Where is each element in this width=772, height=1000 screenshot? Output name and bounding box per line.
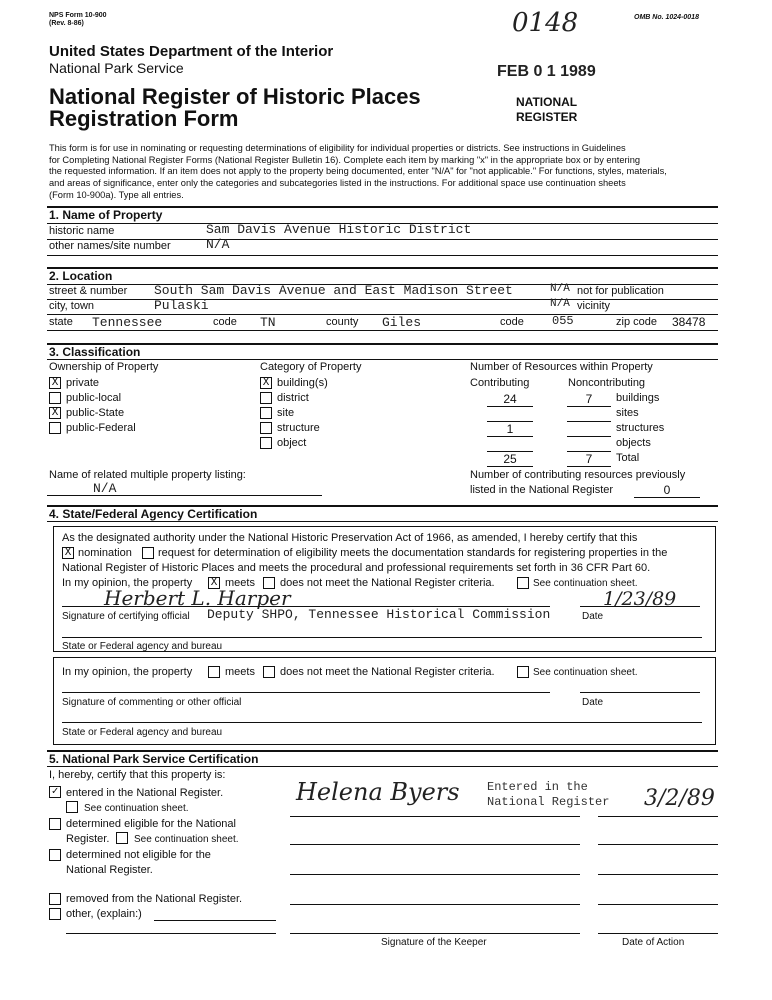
removed-checkbox[interactable] — [49, 893, 61, 905]
does-not-meet-label: does not meet the National Register criteria. — [280, 577, 495, 589]
rule — [567, 406, 611, 407]
nomination-checkbox[interactable]: X — [62, 547, 74, 559]
objects-label: objects — [616, 437, 651, 449]
rule — [47, 521, 718, 522]
county-code-field[interactable]: 055 — [552, 314, 574, 328]
rule — [62, 692, 550, 693]
not-eligible-checkbox[interactable] — [49, 849, 61, 861]
received-stamp-date: FEB 0 1 1989 — [497, 63, 596, 80]
rule — [487, 406, 533, 407]
vicinity-box[interactable]: N/A — [550, 298, 570, 310]
ownership-private-checkbox[interactable]: X — [49, 377, 61, 389]
other-checkbox[interactable] — [49, 908, 61, 920]
category-structure-checkbox[interactable] — [260, 422, 272, 434]
rule — [598, 933, 718, 934]
rule — [567, 466, 611, 467]
noncontributing-total[interactable]: 7 — [585, 452, 593, 466]
entered-continuation-label: See continuation sheet. — [84, 803, 189, 814]
signature-title-field[interactable]: Deputy SHPO, Tennessee Historical Commission — [207, 607, 551, 622]
ownership-local-checkbox[interactable] — [49, 392, 61, 404]
agency-label: State or Federal agency and bureau — [62, 641, 223, 652]
section-2-title: 2. Location — [49, 269, 113, 283]
rule — [290, 904, 580, 905]
nomination-label: nomination — [78, 547, 132, 559]
ownership-private-label: private — [66, 377, 100, 389]
rule — [567, 436, 611, 437]
form-title-1: National Register of Historic Places — [49, 84, 421, 109]
meets2-label: meets — [225, 666, 255, 678]
service: National Park Service — [49, 60, 184, 76]
ownership-heading: Ownership of Property — [49, 361, 159, 373]
city-label: city, town — [49, 300, 95, 312]
street-field[interactable]: South Sam Davis Avenue and East Madison Street — [154, 283, 513, 298]
rule — [580, 606, 700, 607]
category-district-label: district — [277, 392, 309, 404]
street-label: street & number — [49, 285, 128, 297]
rule — [290, 816, 580, 817]
keeper-signature-label: Signature of the Keeper — [381, 937, 487, 948]
contributing-structures[interactable]: 1 — [506, 422, 514, 436]
removed-label: removed from the National Register. — [66, 893, 243, 905]
certifying-signature: Herbert L. Harper — [104, 586, 291, 610]
section-divider — [47, 267, 718, 269]
eligible-label-2: Register. — [66, 833, 110, 845]
see-continuation-label: See continuation sheet. — [533, 578, 638, 589]
instruction-line: and areas of significance, enter only the categories and subcategories listed in the instructions. For additional space use continuation sheets — [49, 178, 626, 189]
rule — [47, 766, 718, 767]
rule — [62, 722, 702, 723]
section-1-title: 1. Name of Property — [49, 208, 163, 222]
other-names-label: other names/site number — [49, 240, 171, 252]
multiple-listing-label: Name of related multiple property listing: — [49, 469, 246, 481]
noncontributing-buildings[interactable]: 7 — [585, 392, 593, 406]
other-names-field[interactable]: N/A — [206, 237, 230, 252]
rule — [567, 421, 611, 422]
ownership-state-label: public-State — [66, 407, 125, 419]
sites-label: sites — [616, 407, 639, 419]
section-3-title: 3. Classification — [49, 345, 141, 359]
section-5-title: 5. National Park Service Certification — [49, 752, 259, 766]
instruction-line: This form is for use in nominating or requesting determinations of eligibility for individual properties or districts. See instructions in Guidelines — [49, 143, 626, 153]
form-revision: (Rev. 8-86) — [49, 20, 84, 27]
opinion-label: In my opinion, the property — [62, 577, 193, 589]
category-object-label: object — [277, 437, 307, 449]
not-for-publication-box[interactable]: N/A — [550, 283, 570, 295]
other-label: other, (explain:) — [66, 908, 142, 920]
county-field[interactable]: Giles — [382, 315, 422, 330]
date-of-action-label: Date of Action — [622, 937, 685, 948]
agency2-label: State or Federal agency and bureau — [62, 727, 223, 738]
category-building-checkbox[interactable]: X — [260, 377, 272, 389]
category-site-checkbox[interactable] — [260, 407, 272, 419]
rule — [47, 359, 718, 360]
not-eligible-label-2: National Register. — [66, 864, 153, 876]
instruction-line: for Completing National Register Forms (National Register Bulletin 16). Complete each item by marking "x" in the appropriate box or by entering — [49, 154, 641, 165]
not-eligible-label-1: determined not eligible for the — [66, 849, 211, 861]
rule — [598, 904, 718, 905]
rule — [47, 495, 322, 496]
eligible-continuation-checkbox[interactable] — [116, 832, 128, 844]
section-4-title: 4. State/Federal Agency Certification — [49, 507, 258, 521]
form-number: NPS Form 10-900 — [49, 12, 107, 19]
rule — [290, 844, 580, 845]
zip-label: zip code — [616, 316, 657, 328]
meets-label: meets — [225, 577, 255, 589]
rule — [634, 497, 700, 498]
certifying-date: 1/23/89 — [603, 588, 677, 610]
cert-line-2: request for determination of eligibility meets the documentation standards for registering properties in the — [158, 547, 668, 559]
rule — [598, 816, 718, 817]
ownership-local-label: public-local — [66, 392, 122, 404]
vicinity-label: vicinity — [577, 300, 611, 312]
county-label: county — [326, 316, 359, 328]
instruction-line: the requested information. If an item does not apply to the property being documented, enter "N/A" for "not applicable." For functions, styles, materials, — [49, 166, 667, 177]
resources-heading: Number of Resources within Property — [470, 361, 653, 373]
rule — [487, 466, 533, 467]
keeper-signature: Helena Byers — [296, 778, 460, 806]
not-for-publication-label: not for publication — [577, 285, 664, 297]
rule — [47, 299, 718, 300]
zip-field[interactable]: 38478 — [672, 315, 706, 329]
ownership-state-checkbox[interactable]: X — [49, 407, 61, 419]
cert-line-3: National Register of Historic Places and meets the procedural and professional requirements set forth in 36 CFR Part 60. — [62, 562, 651, 574]
signature-label: Signature of certifying official — [62, 611, 190, 622]
request-checkbox[interactable] — [142, 547, 154, 559]
received-stamp-2: REGISTER — [516, 110, 578, 124]
state-code-label: code — [213, 316, 237, 328]
category-structure-label: structure — [277, 422, 320, 434]
ownership-federal-label: public-Federal — [66, 422, 136, 434]
total-label: Total — [616, 452, 640, 464]
contributing-buildings[interactable]: 24 — [503, 392, 517, 406]
previously-listed-label-2: listed in the National Register — [470, 484, 614, 496]
category-district-checkbox[interactable] — [260, 392, 272, 404]
rule — [290, 874, 580, 875]
entered-stamp-2: National Register — [487, 795, 610, 809]
form-title-2: Registration Form — [49, 106, 239, 131]
city-field[interactable]: Pulaski — [154, 298, 209, 313]
rule — [290, 933, 580, 934]
omb-number: OMB No. 1024-0018 — [634, 14, 699, 21]
category-building-label: building(s) — [277, 377, 328, 389]
state-code-field[interactable]: TN — [260, 315, 276, 330]
instructions — [49, 143, 667, 202]
rule — [66, 933, 276, 934]
rule — [598, 844, 718, 845]
commenting-signature-label: Signature of commenting or other official — [62, 697, 242, 708]
previously-listed-label-1: Number of contributing resources previously — [470, 469, 686, 481]
does-not-meet2-label: does not meet the National Register criteria. — [280, 666, 495, 678]
rule — [154, 920, 276, 921]
rule — [598, 874, 718, 875]
entered-stamp-1: Entered in the — [487, 780, 588, 794]
county-code-label: code — [500, 316, 524, 328]
rule — [62, 637, 702, 638]
ownership-federal-checkbox[interactable] — [49, 422, 61, 434]
meets2-checkbox[interactable] — [208, 666, 220, 678]
eligible-checkbox[interactable] — [49, 818, 61, 830]
rule — [47, 255, 718, 256]
cert-line-1: As the designated authority under the National Historic Preservation Act of 1966, as amended, I hereby certify that this — [62, 532, 638, 544]
does-not-meet2-checkbox[interactable] — [263, 666, 275, 678]
eligible-label-1: determined eligible for the National — [66, 818, 236, 830]
entered-label: entered in the National Register. — [66, 787, 224, 799]
state-label: state — [49, 316, 73, 328]
multiple-listing-field[interactable]: N/A — [93, 481, 117, 496]
buildings-label: buildings — [616, 392, 660, 404]
department: United States Department of the Interior — [49, 43, 334, 60]
category-object-checkbox[interactable] — [260, 437, 272, 449]
see-continuation2-checkbox[interactable] — [517, 666, 529, 678]
contributing-heading: Contributing — [470, 377, 530, 389]
instruction-line: (Form 10-900a). Type all entries. — [49, 189, 184, 200]
historic-name-label: historic name — [49, 225, 115, 237]
state-field[interactable]: Tennessee — [92, 315, 163, 330]
action-date: 3/2/89 — [644, 786, 715, 811]
rule — [487, 436, 533, 437]
noncontributing-heading: Noncontributing — [568, 377, 646, 389]
see-continuation-checkbox[interactable] — [517, 577, 529, 589]
certify-intro: I, hereby, certify that this property is: — [49, 769, 226, 781]
see-continuation2-label: See continuation sheet. — [533, 667, 638, 678]
rule — [580, 692, 700, 693]
entered-checkbox[interactable]: ✓ — [49, 786, 61, 798]
meets-checkbox[interactable]: X — [208, 577, 220, 589]
contributing-total[interactable]: 25 — [503, 452, 517, 466]
section-divider — [47, 343, 718, 345]
rule — [47, 330, 718, 331]
structures-label: structures — [616, 422, 665, 434]
eligible-continuation-label: See continuation sheet. — [134, 834, 239, 845]
file-number: 0148 — [512, 8, 579, 38]
previously-listed-field[interactable]: 0 — [663, 483, 671, 497]
entered-continuation-checkbox[interactable] — [66, 801, 78, 813]
historic-name-field[interactable]: Sam Davis Avenue Historic District — [206, 222, 472, 237]
date2-label: Date — [582, 697, 604, 708]
received-stamp-1: NATIONAL — [516, 95, 578, 109]
date-label: Date — [582, 611, 604, 622]
opinion2-label: In my opinion, the property — [62, 666, 193, 678]
category-site-label: site — [277, 407, 295, 419]
category-heading: Category of Property — [260, 361, 362, 373]
